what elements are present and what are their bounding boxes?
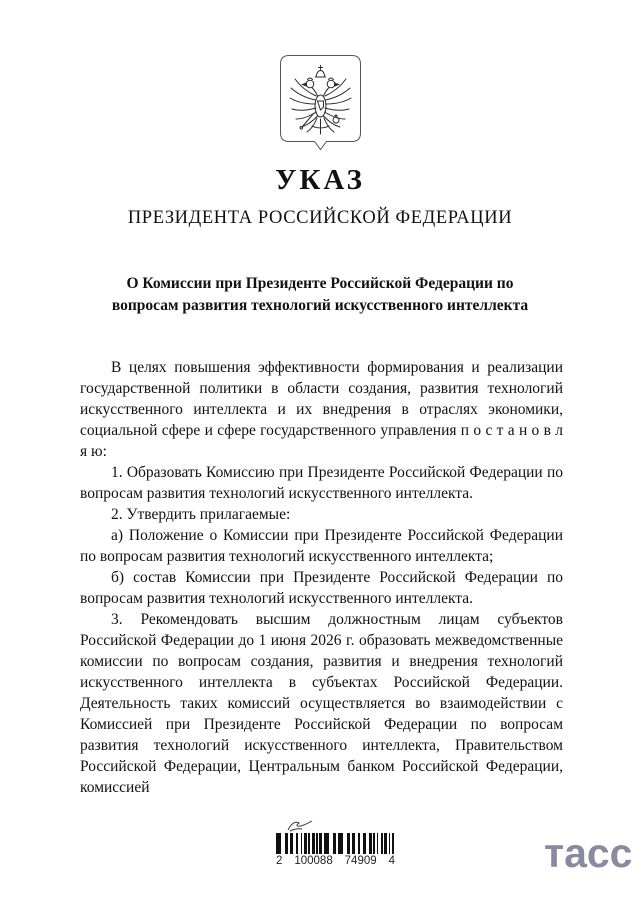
barcode-digit-group: 2	[276, 855, 283, 867]
decree-title: УКАЗ	[275, 164, 365, 196]
barcode-digit-group: 74909	[344, 855, 377, 867]
barcode-number	[276, 855, 395, 867]
decree-issuer: ПРЕЗИДЕНТА РОССИЙСКОЙ ФЕДЕРАЦИИ	[127, 208, 513, 228]
decree-subject: О Комиссии при Президенте Российской Федерации по вопросам развития технологий искусственного интеллекта	[111, 275, 529, 314]
tass-logo-watermark: тасс	[544, 830, 633, 876]
barcode-bars	[276, 833, 395, 854]
body-paragraph: 2. Утвердить прилагаемые:	[111, 506, 291, 523]
barcode-block	[276, 818, 398, 867]
body-paragraph: 1. Образовать Комиссию при Президенте Российской Федерации по вопросам развития технологий искусственного интеллекта.	[80, 464, 563, 502]
russian-coat-of-arms-icon	[279, 54, 362, 157]
signature-squiggle-icon	[286, 818, 314, 833]
body-paragraph: 3. Рекомендовать высшим должностным лицам субъектов Российской Федерации до 1 июня 2026 г. образовать межведомственные комиссии по вопросам создания, развития и внедрения технологий искусственного интеллекта в субъектах Российской Федерации. Деятельность таких комиссий осуществляется во взаимодействии с Комиссией при Президенте Российской Федерации по вопросам развития технологий искусственного интеллекта, Правительством Российской Федерации, Центральным банком Российской Федерации, комиссией	[80, 611, 563, 796]
body-paragraph: а) Положение о Комиссии при Президенте Российской Федерации по вопросам развития технологий искусственного интеллекта;	[80, 527, 563, 565]
body-paragraph: б) состав Комиссии при Президенте Российской Федерации по вопросам развития технологий искусственного интеллекта.	[80, 569, 563, 607]
body-paragraph: В целях повышения эффективности формирования и реализации государственной политики в области создания, развития технологий искусственного интеллекта и их внедрения в отраслях экономики, социальной сфере и сфере государственного управления п о с т а н о в л я ю:	[80, 359, 563, 460]
barcode-digit-group: 4	[388, 855, 395, 867]
barcode-digit-group: 100088	[294, 855, 333, 867]
decree-body	[80, 357, 563, 798]
